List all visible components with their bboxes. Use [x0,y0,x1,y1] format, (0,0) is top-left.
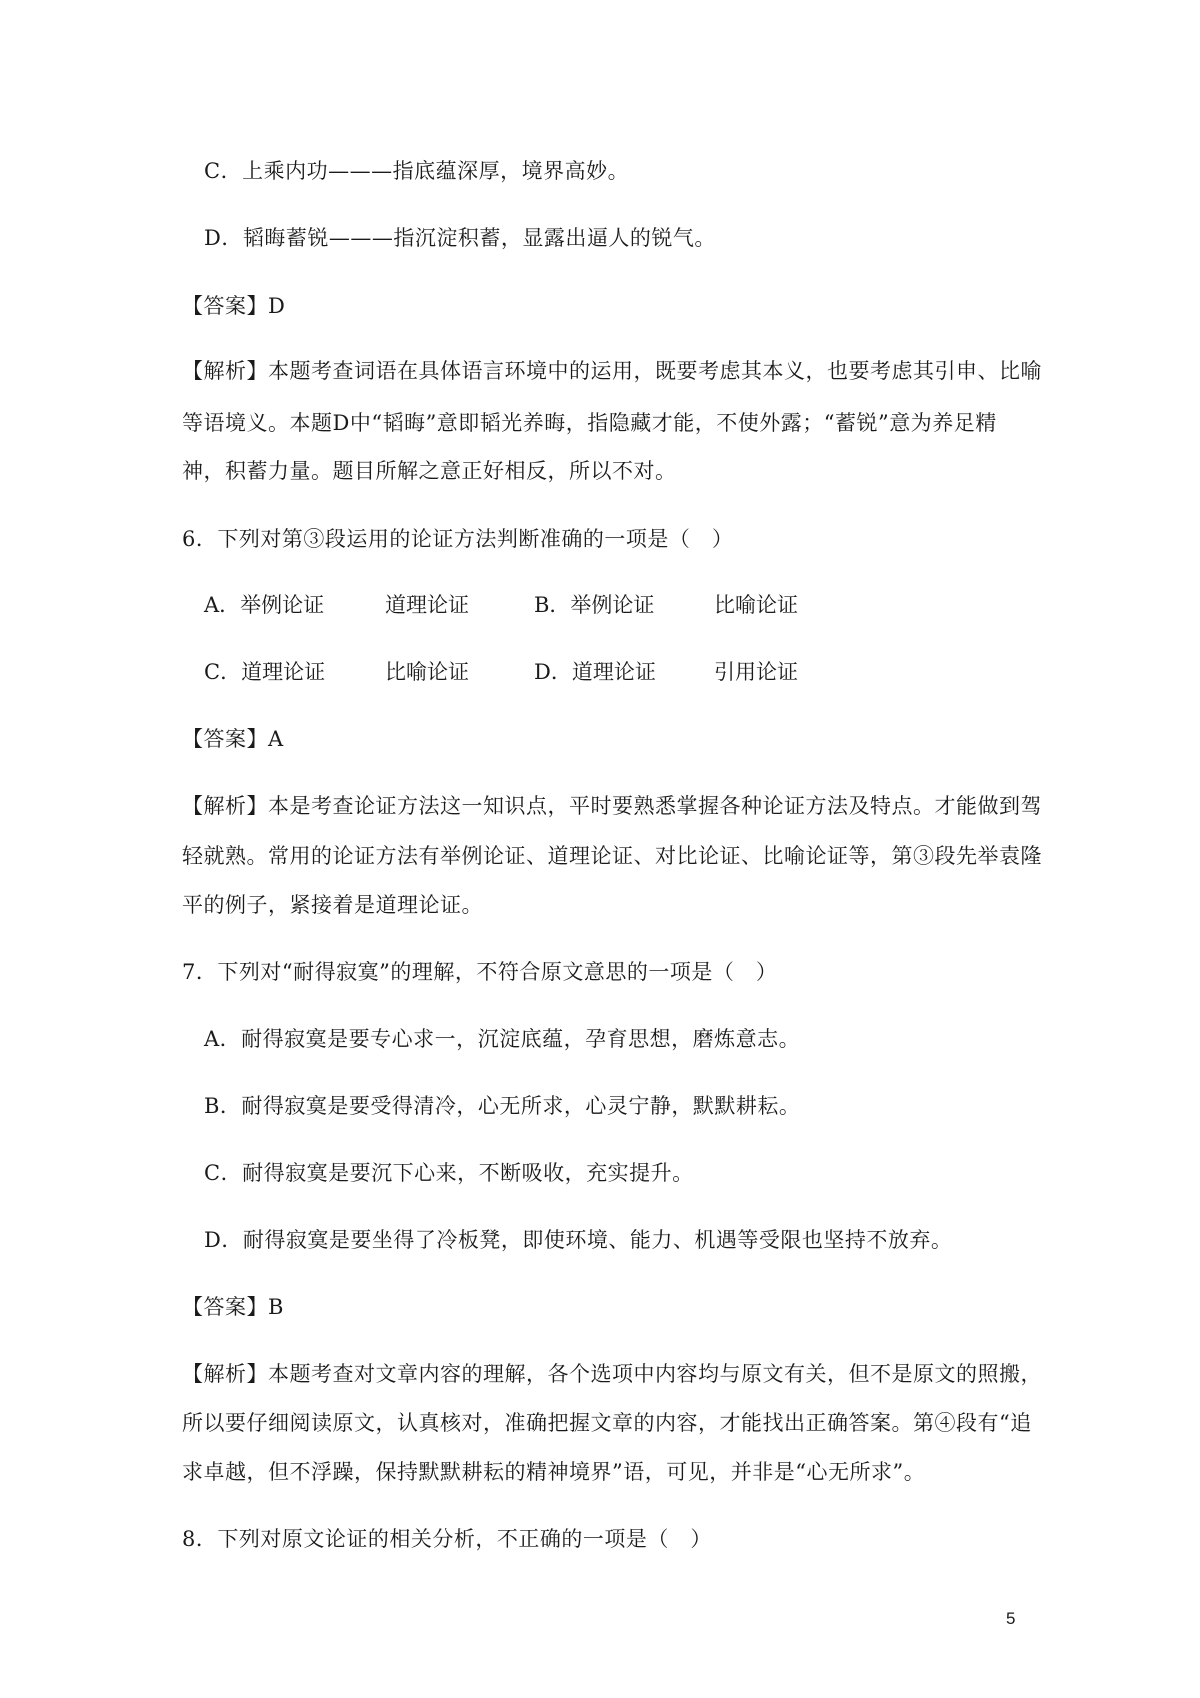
q6-option-b-part1: B．举例论证 [534,593,655,617]
q7-analysis-line-1 [182,1358,1042,1390]
page-number: 5 [1006,1609,1016,1628]
analysis-label: 【解析】 [182,1362,268,1386]
q6-option-c-part1: C．道理论证 [204,660,326,684]
q6-option-a-part1: A．举例论证 [204,593,325,617]
q7-stem: 7．下列对“耐得寂寞”的理解，不符合原文意思的一项是（ ） [182,960,778,984]
q5-option-c: C．上乘内功———指底蕴深厚，境界高妙。 [204,159,630,183]
q7-analysis-line-2: 所以要仔细阅读原文，认真核对，准确把握文章的内容，才能找出正确答案。第④段有“追 [182,1411,1032,1435]
answer-value: A [268,727,284,751]
answer-label: 【答案】 [182,294,268,318]
q5-option-d: D．韬晦蓄锐———指沉淀积蓄，显露出逼人的锐气。 [204,226,716,250]
analysis-text: 本题考查对文章内容的理解，各个选项中内容均与原文有关，但不是原文的照搬， [268,1362,1042,1386]
analysis-text: 本是考查论证方法这一知识点，平时要熟悉掌握各种论证方法及特点。才能做到驾 [268,794,1042,818]
q6-analysis-line-2: 轻就熟。常用的论证方法有举例论证、道理论证、对比论证、比喻论证等，第③段先举袁隆 [182,844,1042,868]
q6-analysis-line-3: 平的例子，紧接着是道理论证。 [182,893,483,917]
q5-analysis-line-2: 等语境义。本题D中“韬晦”意即韬光养晦，指隐藏才能，不使外露；“蓄锐”意为养足精 [182,411,997,435]
analysis-label: 【解析】 [182,794,268,818]
q6-option-d-part1: D．道理论证 [534,660,656,684]
q5-analysis-line-3: 神，积蓄力量。题目所解之意正好相反，所以不对。 [182,459,677,483]
q7-option-b: B．耐得寂寞是要受得清冷，心无所求，心灵宁静，默默耕耘。 [204,1094,801,1118]
q6-stem: 6．下列对第③段运用的论证方法判断准确的一项是（ ） [182,527,734,551]
answer-label: 【答案】 [182,727,268,751]
answer-value: B [268,1295,284,1319]
q6-option-a-part2: 道理论证 [385,593,469,617]
q6-analysis-line-1 [182,790,1042,822]
q6-option-b-part2: 比喻论证 [714,593,798,617]
q7-analysis-line-3: 求卓越，但不浮躁，保持默默耕耘的精神境界”语，可见，并非是“心无所求”。 [182,1460,926,1484]
q7-option-c: C．耐得寂寞是要沉下心来，不断吸收，充实提升。 [204,1161,694,1185]
q8-stem: 8．下列对原文论证的相关分析，不正确的一项是（ ） [182,1527,712,1551]
analysis-label: 【解析】 [182,359,268,383]
answer-value: D [268,294,286,318]
q5-analysis-line-1 [182,355,1042,387]
q6-option-c-part2: 比喻论证 [385,660,469,684]
q6-answer [182,723,284,755]
q7-answer [182,1291,284,1323]
q6-option-d-part2: 引用论证 [714,660,798,684]
q5-answer [182,290,285,322]
analysis-text: 本题考查词语在具体语言环境中的运用，既要考虑其本义，也要考虑其引申、比喻 [268,359,1042,383]
answer-label: 【答案】 [182,1295,268,1319]
q7-option-a: A．耐得寂寞是要专心求一，沉淀底蕴，孕育思想，磨炼意志。 [204,1027,801,1051]
q7-option-d: D．耐得寂寞是要坐得了冷板凳，即使环境、能力、机遇等受限也坚持不放弃。 [204,1228,953,1252]
